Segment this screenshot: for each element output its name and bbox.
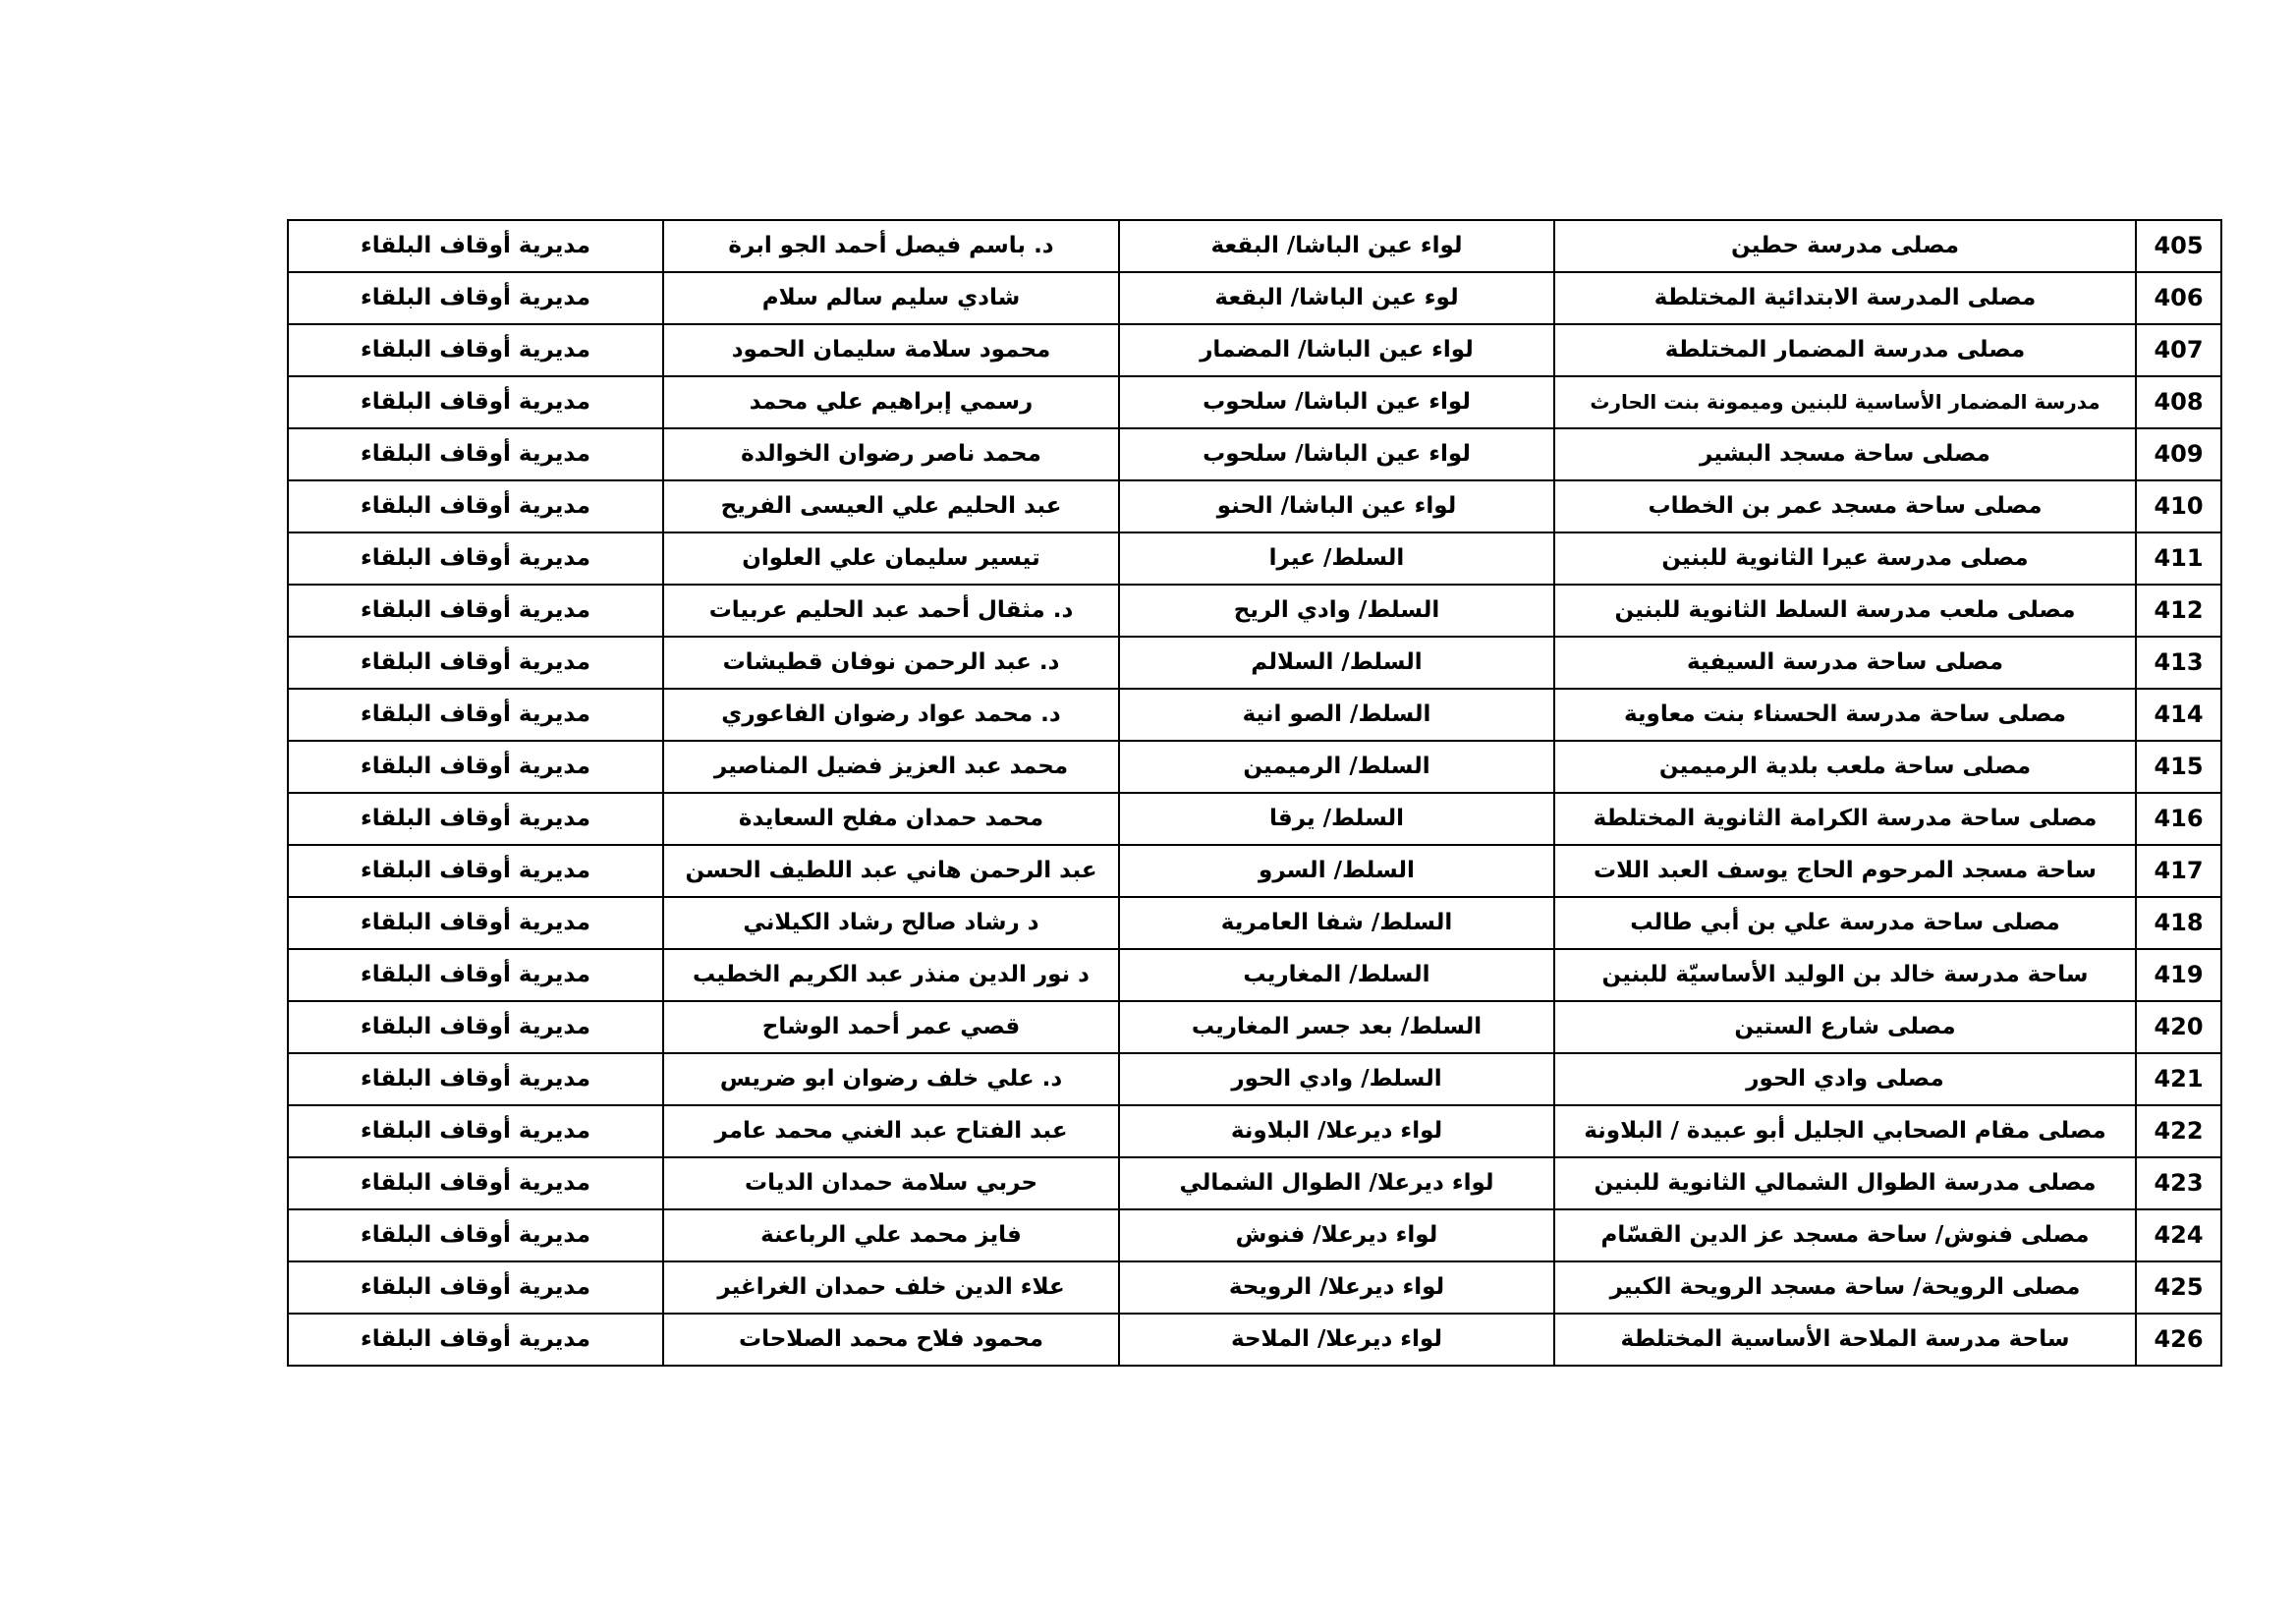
khateeb-name-cell: د رشاد صالح رشاد الكيلاني bbox=[663, 897, 1119, 949]
row-number-cell: 412 bbox=[2136, 585, 2221, 637]
prayer-place-cell: مصلى شارع الستين bbox=[1554, 1001, 2136, 1053]
location-cell: السلط/ وادي الحور bbox=[1119, 1053, 1554, 1105]
khateeb-name-cell: رسمي إبراهيم علي محمد bbox=[663, 376, 1119, 428]
location-cell: لواء عين الباشا/ الحنو bbox=[1119, 480, 1554, 532]
prayer-place-cell: مصلى ساحة مدرسة علي بن أبي طالب bbox=[1554, 897, 2136, 949]
directorate-cell: مديرية أوقاف البلقاء bbox=[288, 845, 663, 897]
khateeb-name-cell: عبد الفتاح عبد الغني محمد عامر bbox=[663, 1105, 1119, 1157]
directorate-cell: مديرية أوقاف البلقاء bbox=[288, 1001, 663, 1053]
row-number-cell: 411 bbox=[2136, 532, 2221, 585]
row-number-cell: 422 bbox=[2136, 1105, 2221, 1157]
directorate-cell: مديرية أوقاف البلقاء bbox=[288, 428, 663, 480]
prayer-place-cell: مصلى ساحة مدرسة الحسناء بنت معاوية bbox=[1554, 689, 2136, 741]
table-row bbox=[288, 949, 2221, 1001]
prayer-place-cell: مصلى وادي الحور bbox=[1554, 1053, 2136, 1105]
prayer-place-cell: مدرسة المضمار الأساسية للبنين وميمونة بنت الحارث bbox=[1554, 376, 2136, 428]
khateeb-name-cell: محمد ناصر رضوان الخوالدة bbox=[663, 428, 1119, 480]
table-row bbox=[288, 741, 2221, 793]
row-number-cell: 426 bbox=[2136, 1314, 2221, 1366]
location-cell: لواء عين الباشا/ سلحوب bbox=[1119, 428, 1554, 480]
prayer-place-cell: مصلى مدرسة حطين bbox=[1554, 220, 2136, 272]
location-cell: لواء ديرعلا/ فنوش bbox=[1119, 1209, 1554, 1261]
row-number-cell: 408 bbox=[2136, 376, 2221, 428]
table-row bbox=[288, 1105, 2221, 1157]
prayer-place-cell: ساحة مسجد المرحوم الحاج يوسف العبد اللات bbox=[1554, 845, 2136, 897]
location-cell: لواء ديرعلا/ الرويحة bbox=[1119, 1261, 1554, 1314]
table-row bbox=[288, 1314, 2221, 1366]
table-body bbox=[288, 220, 2221, 1366]
location-cell: لواء عين الباشا/ سلحوب bbox=[1119, 376, 1554, 428]
table-row bbox=[288, 1157, 2221, 1209]
prayer-place-cell: مصلى مدرسة عيرا الثانوية للبنين bbox=[1554, 532, 2136, 585]
directorate-cell: مديرية أوقاف البلقاء bbox=[288, 637, 663, 689]
location-cell: السلط/ عيرا bbox=[1119, 532, 1554, 585]
directorate-cell: مديرية أوقاف البلقاء bbox=[288, 532, 663, 585]
table-row bbox=[288, 689, 2221, 741]
table-row bbox=[288, 1001, 2221, 1053]
location-cell: لوء عين الباشا/ البقعة bbox=[1119, 272, 1554, 324]
row-number-cell: 413 bbox=[2136, 637, 2221, 689]
khateeb-name-cell: عبد الرحمن هاني عبد اللطيف الحسن bbox=[663, 845, 1119, 897]
khateeb-name-cell: تيسير سليمان علي العلوان bbox=[663, 532, 1119, 585]
directorate-cell: مديرية أوقاف البلقاء bbox=[288, 376, 663, 428]
table-row bbox=[288, 428, 2221, 480]
khateeb-name-cell: د. عبد الرحمن نوفان قطيشات bbox=[663, 637, 1119, 689]
row-number-cell: 416 bbox=[2136, 793, 2221, 845]
khateeb-name-cell: محمد حمدان مفلح السعايدة bbox=[663, 793, 1119, 845]
table-row bbox=[288, 324, 2221, 376]
location-cell: لواء ديرعلا/ الملاحة bbox=[1119, 1314, 1554, 1366]
khateeb-name-cell: محمد عبد العزيز فضيل المناصير bbox=[663, 741, 1119, 793]
row-number-cell: 405 bbox=[2136, 220, 2221, 272]
directorate-cell: مديرية أوقاف البلقاء bbox=[288, 220, 663, 272]
location-cell: السلط/ السرو bbox=[1119, 845, 1554, 897]
table-row bbox=[288, 532, 2221, 585]
prayer-place-cell: مصلى مقام الصحابي الجليل أبو عبيدة / البلاونة bbox=[1554, 1105, 2136, 1157]
directorate-cell: مديرية أوقاف البلقاء bbox=[288, 1314, 663, 1366]
table-row bbox=[288, 585, 2221, 637]
table-row bbox=[288, 272, 2221, 324]
directorate-cell: مديرية أوقاف البلقاء bbox=[288, 585, 663, 637]
prayer-place-cell: مصلى مدرسة المضمار المختلطة bbox=[1554, 324, 2136, 376]
prayer-place-cell: مصلى فنوش/ ساحة مسجد عز الدين القسّام bbox=[1554, 1209, 2136, 1261]
row-number-cell: 414 bbox=[2136, 689, 2221, 741]
directorate-cell: مديرية أوقاف البلقاء bbox=[288, 1105, 663, 1157]
khateeb-name-cell: د. محمد عواد رضوان الفاعوري bbox=[663, 689, 1119, 741]
prayer-place-cell: مصلى ساحة مسجد البشير bbox=[1554, 428, 2136, 480]
location-cell: السلط/ الصو انية bbox=[1119, 689, 1554, 741]
location-cell: السلط/ بعد جسر المغاريب bbox=[1119, 1001, 1554, 1053]
table-row bbox=[288, 1261, 2221, 1314]
row-number-cell: 410 bbox=[2136, 480, 2221, 532]
table-row bbox=[288, 637, 2221, 689]
khateeb-name-cell: قصي عمر أحمد الوشاح bbox=[663, 1001, 1119, 1053]
location-cell: لواء ديرعلا/ الطوال الشمالي bbox=[1119, 1157, 1554, 1209]
khateeb-name-cell: د. علي خلف رضوان ابو ضريس bbox=[663, 1053, 1119, 1105]
khateeb-name-cell: د نور الدين منذر عبد الكريم الخطيب bbox=[663, 949, 1119, 1001]
prayer-place-cell: مصلى الرويحة/ ساحة مسجد الرويحة الكبير bbox=[1554, 1261, 2136, 1314]
khateeb-name-cell: شادي سليم سالم سلام bbox=[663, 272, 1119, 324]
prayer-place-cell: مصلى ملعب مدرسة السلط الثانوية للبنين bbox=[1554, 585, 2136, 637]
directorate-cell: مديرية أوقاف البلقاء bbox=[288, 1053, 663, 1105]
directorate-cell: مديرية أوقاف البلقاء bbox=[288, 480, 663, 532]
table-row bbox=[288, 1053, 2221, 1105]
location-cell: السلط/ وادي الريح bbox=[1119, 585, 1554, 637]
table-row bbox=[288, 376, 2221, 428]
prayer-place-cell: مصلى ساحة ملعب بلدية الرميمين bbox=[1554, 741, 2136, 793]
khateeb-name-cell: عبد الحليم علي العيسى الفريح bbox=[663, 480, 1119, 532]
directorate-cell: مديرية أوقاف البلقاء bbox=[288, 272, 663, 324]
row-number-cell: 419 bbox=[2136, 949, 2221, 1001]
khateeb-name-cell: محمود فلاح محمد الصلاحات bbox=[663, 1314, 1119, 1366]
location-cell: لواء عين الباشا/ البقعة bbox=[1119, 220, 1554, 272]
prayer-place-cell: مصلى ساحة مدرسة السيفية bbox=[1554, 637, 2136, 689]
prayer-place-cell: ساحة مدرسة الملاحة الأساسية المختلطة bbox=[1554, 1314, 2136, 1366]
khateeb-name-cell: د. مثقال أحمد عبد الحليم عربيات bbox=[663, 585, 1119, 637]
khateeb-name-cell: حربي سلامة حمدان الديات bbox=[663, 1157, 1119, 1209]
directorate-cell: مديرية أوقاف البلقاء bbox=[288, 1209, 663, 1261]
row-number-cell: 421 bbox=[2136, 1053, 2221, 1105]
directorate-cell: مديرية أوقاف البلقاء bbox=[288, 949, 663, 1001]
khateeb-name-cell: محمود سلامة سليمان الحمود bbox=[663, 324, 1119, 376]
prayer-place-cell: ساحة مدرسة خالد بن الوليد الأساسيّة للبنين bbox=[1554, 949, 2136, 1001]
row-number-cell: 415 bbox=[2136, 741, 2221, 793]
directorate-cell: مديرية أوقاف البلقاء bbox=[288, 324, 663, 376]
directorate-cell: مديرية أوقاف البلقاء bbox=[288, 1157, 663, 1209]
directorate-cell: مديرية أوقاف البلقاء bbox=[288, 793, 663, 845]
prayer-place-cell: مصلى مدرسة الطوال الشمالي الثانوية للبنين bbox=[1554, 1157, 2136, 1209]
directorate-cell: مديرية أوقاف البلقاء bbox=[288, 741, 663, 793]
row-number-cell: 417 bbox=[2136, 845, 2221, 897]
khateeb-name-cell: علاء الدين خلف حمدان الغراغير bbox=[663, 1261, 1119, 1314]
location-cell: لواء ديرعلا/ البلاونة bbox=[1119, 1105, 1554, 1157]
prayer-venues-table bbox=[287, 219, 2222, 1367]
location-cell: السلط/ الرميمين bbox=[1119, 741, 1554, 793]
location-cell: السلط/ السلالم bbox=[1119, 637, 1554, 689]
directorate-cell: مديرية أوقاف البلقاء bbox=[288, 1261, 663, 1314]
row-number-cell: 418 bbox=[2136, 897, 2221, 949]
location-cell: السلط/ يرقا bbox=[1119, 793, 1554, 845]
table-row bbox=[288, 845, 2221, 897]
location-cell: السلط/ المغاريب bbox=[1119, 949, 1554, 1001]
table-row bbox=[288, 897, 2221, 949]
khateeb-name-cell: فايز محمد علي الرباعنة bbox=[663, 1209, 1119, 1261]
row-number-cell: 425 bbox=[2136, 1261, 2221, 1314]
table-row bbox=[288, 220, 2221, 272]
table-row bbox=[288, 480, 2221, 532]
row-number-cell: 424 bbox=[2136, 1209, 2221, 1261]
row-number-cell: 409 bbox=[2136, 428, 2221, 480]
row-number-cell: 407 bbox=[2136, 324, 2221, 376]
location-cell: لواء عين الباشا/ المضمار bbox=[1119, 324, 1554, 376]
row-number-cell: 423 bbox=[2136, 1157, 2221, 1209]
khateeb-name-cell: د. باسم فيصل أحمد الجو ابرة bbox=[663, 220, 1119, 272]
prayer-place-cell: مصلى ساحة مدرسة الكرامة الثانوية المختلطة bbox=[1554, 793, 2136, 845]
directorate-cell: مديرية أوقاف البلقاء bbox=[288, 689, 663, 741]
location-cell: السلط/ شفا العامرية bbox=[1119, 897, 1554, 949]
prayer-place-cell: مصلى المدرسة الابتدائية المختلطة bbox=[1554, 272, 2136, 324]
row-number-cell: 420 bbox=[2136, 1001, 2221, 1053]
prayer-place-cell: مصلى ساحة مسجد عمر بن الخطاب bbox=[1554, 480, 2136, 532]
table-row bbox=[288, 793, 2221, 845]
table-row bbox=[288, 1209, 2221, 1261]
row-number-cell: 406 bbox=[2136, 272, 2221, 324]
directorate-cell: مديرية أوقاف البلقاء bbox=[288, 897, 663, 949]
